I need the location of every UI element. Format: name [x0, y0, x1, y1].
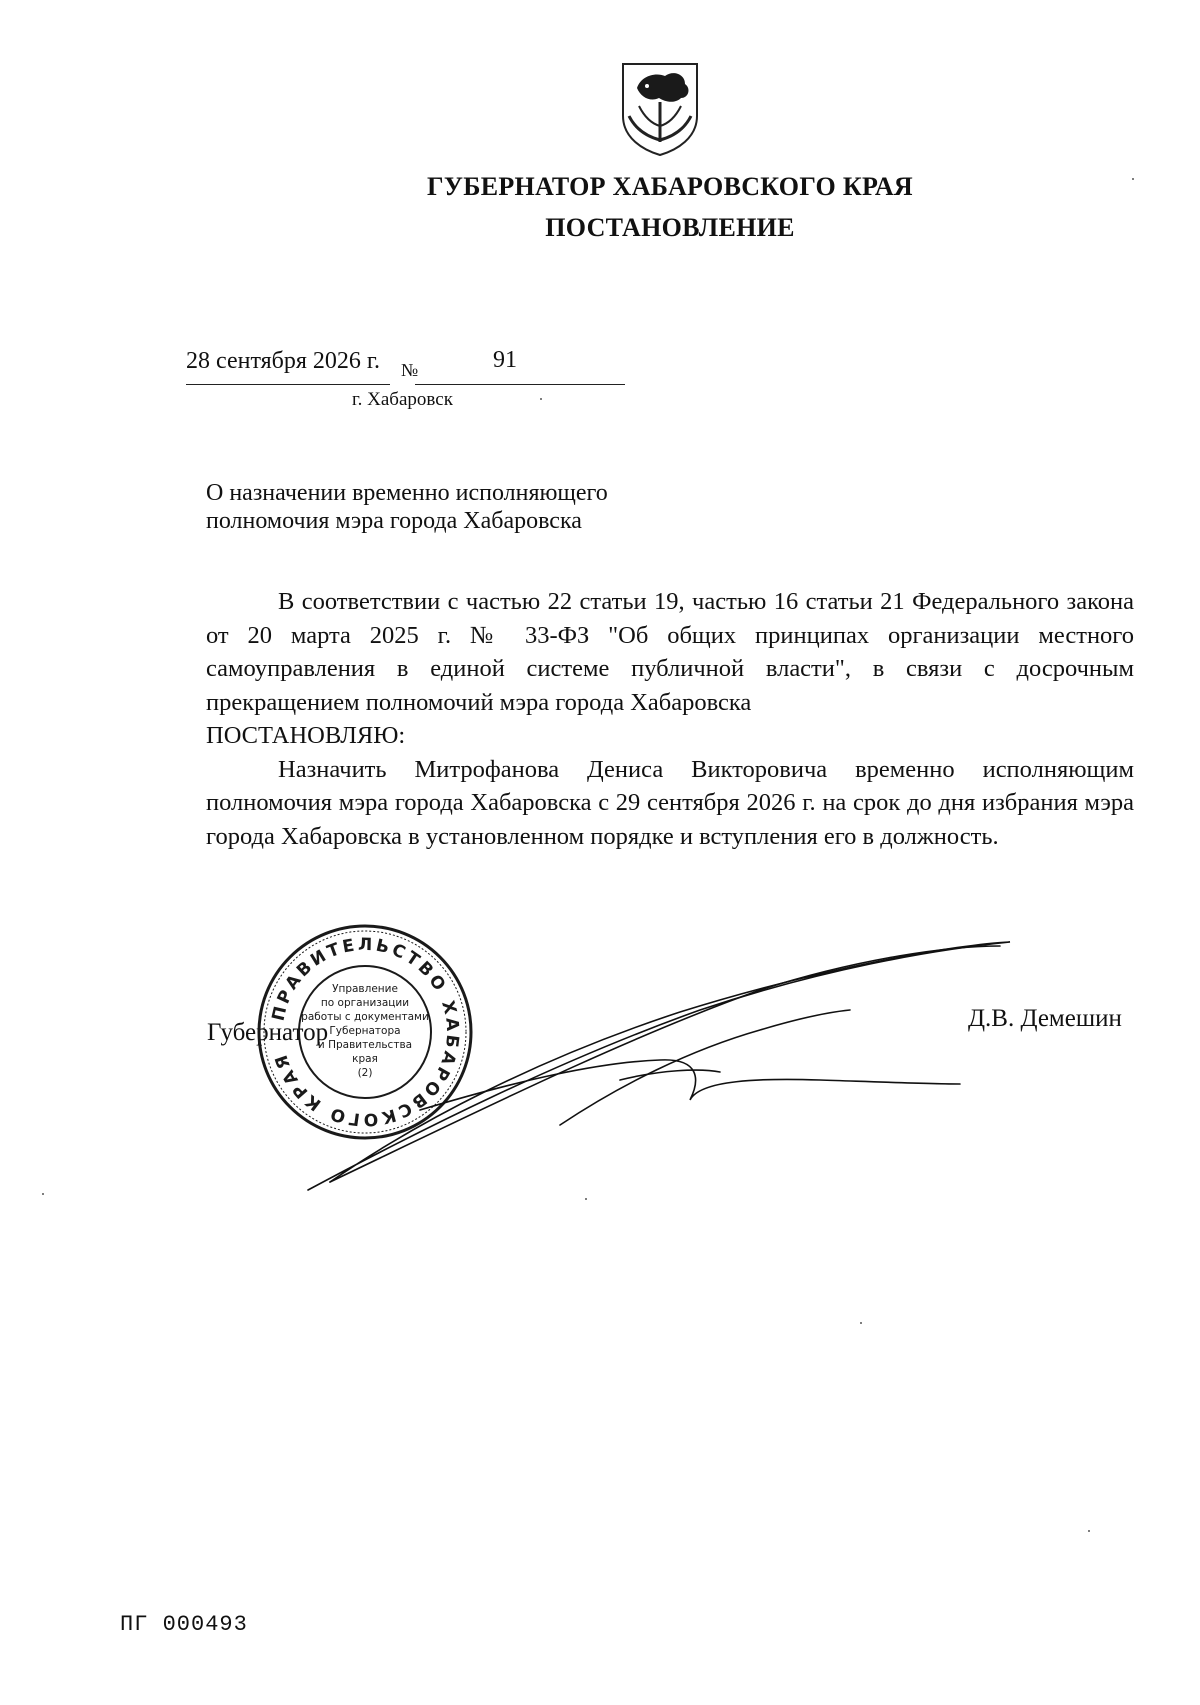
- scan-speck: [1088, 1530, 1090, 1532]
- seal-center-line: (2): [357, 1067, 373, 1079]
- serial-number: ПГ 000493: [120, 1612, 248, 1637]
- coat-of-arms-emblem: [615, 58, 705, 158]
- resolve-word: ПОСТАНОВЛЯЮ:: [206, 722, 406, 749]
- document-type-heading: ПОСТАНОВЛЕНИЕ: [545, 213, 795, 242]
- subject-line: О назначении временно исполняющего: [206, 480, 608, 506]
- seal-center-line: Управление: [332, 983, 398, 995]
- seal-center-line: и Правительства: [317, 1039, 413, 1051]
- document-subject: [206, 479, 766, 535]
- seal-center-line: Губернатора: [329, 1025, 401, 1037]
- decision-paragraph: Назначить Митрофанова Дениса Викторовича временно исполняющим полномочия мэра города Хабаровска с 29 сентября 2026 г. на срок до дня избрания мэра города Хабаровска в установленном порядке и вступления его в должность.: [206, 755, 1134, 850]
- scan-speck: [540, 398, 542, 400]
- subject-line: полномочия мэра города Хабаровска: [206, 508, 582, 534]
- scan-speck: [585, 1198, 587, 1200]
- scan-speck: [860, 1322, 862, 1324]
- number-underline: [415, 384, 625, 385]
- document-date: 28 сентября 2026 г.: [186, 348, 381, 374]
- number-sign: №: [401, 360, 419, 380]
- seal-ring-text: ПРАВИТЕЛЬСТВО ХАБАРОВСКОГО КРАЯ: [268, 934, 463, 1130]
- document-place: г. Хабаровск: [352, 389, 453, 410]
- seal-center-line: края: [352, 1053, 378, 1065]
- scan-speck: [1132, 178, 1134, 180]
- official-seal: [255, 922, 475, 1142]
- document-number: 91: [493, 347, 517, 373]
- authority-heading: ГУБЕРНАТОР ХАБАРОВСКОГО КРАЯ: [426, 172, 913, 201]
- scan-speck: [42, 1193, 44, 1195]
- date-underline: [186, 384, 390, 385]
- document-body: [206, 585, 1134, 853]
- seal-center-line: по организации: [320, 997, 410, 1009]
- signer-title: Губернатор: [207, 1019, 329, 1046]
- signer-name: Д.В. Демешин: [968, 1005, 1122, 1032]
- seal-center-line: работы с документами: [301, 1011, 429, 1023]
- preamble-paragraph: В соответствии с частью 22 статьи 19, частью 16 статьи 21 Федерального закона от 20 марта 2025 г. № 33-ФЗ "Об общих принципах организации местного самоуправления в единой системе публичной власти", в связи с досрочным прекращением полномочий мэра города Хабаровска: [206, 588, 1134, 716]
